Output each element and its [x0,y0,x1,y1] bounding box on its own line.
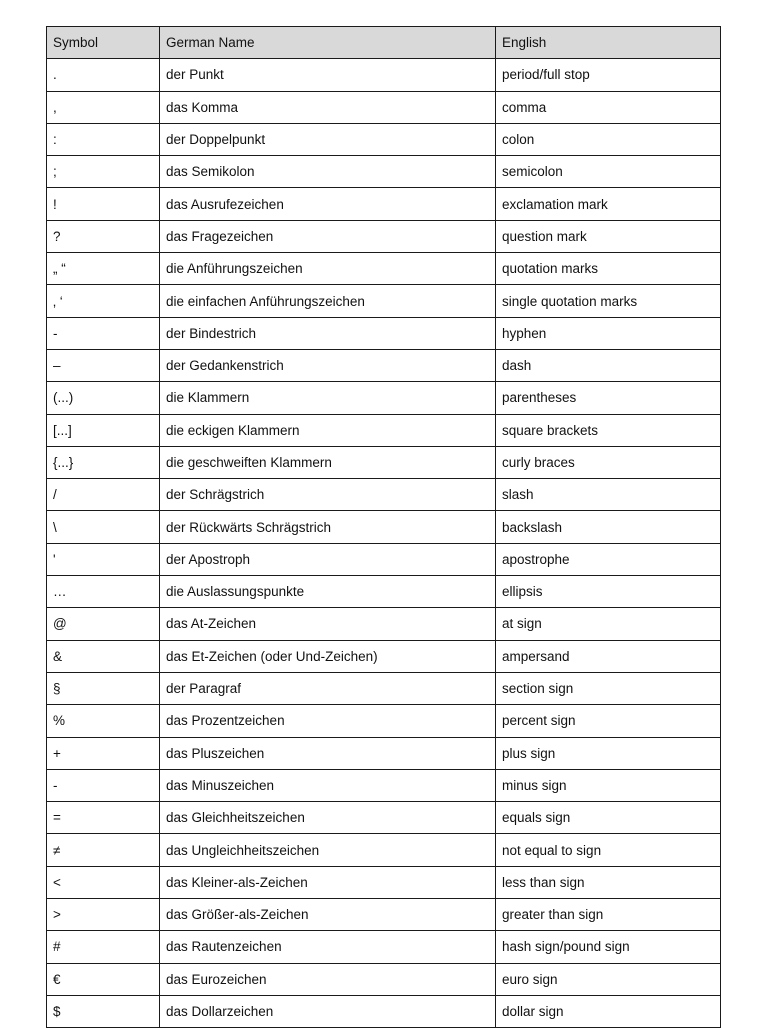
cell-german-name: das Eurozeichen [160,963,496,995]
cell-symbol: \ [47,511,160,543]
cell-german-name: das Semikolon [160,156,496,188]
cell-symbol: … [47,576,160,608]
table-row [47,737,721,769]
cell-german-name: das Größer-als-Zeichen [160,899,496,931]
cell-symbol: : [47,123,160,155]
cell-english: dollar sign [496,995,721,1027]
cell-english: curly braces [496,446,721,478]
cell-english: comma [496,91,721,123]
cell-german-name: das Kleiner-als-Zeichen [160,866,496,898]
cell-english: apostrophe [496,543,721,575]
cell-english: plus sign [496,737,721,769]
cell-english: hyphen [496,317,721,349]
cell-symbol: (...) [47,382,160,414]
cell-symbol: , [47,91,160,123]
cell-german-name: der Bindestrich [160,317,496,349]
table-row [47,769,721,801]
cell-german-name: der Punkt [160,59,496,91]
cell-english: backslash [496,511,721,543]
cell-english: colon [496,123,721,155]
cell-english: equals sign [496,802,721,834]
table-row [47,220,721,252]
table-row [47,479,721,511]
cell-symbol: € [47,963,160,995]
cell-german-name: das Rautenzeichen [160,931,496,963]
cell-symbol: § [47,672,160,704]
cell-symbol: - [47,769,160,801]
cell-english: semicolon [496,156,721,188]
cell-english: less than sign [496,866,721,898]
cell-symbol: % [47,705,160,737]
table-row [47,349,721,381]
table-row [47,672,721,704]
document-page [46,26,720,1028]
cell-symbol: @ [47,608,160,640]
cell-german-name: die einfachen Anführungszeichen [160,285,496,317]
cell-english: exclamation mark [496,188,721,220]
cell-symbol: $ [47,995,160,1027]
cell-german-name: die Klammern [160,382,496,414]
table-row [47,446,721,478]
cell-german-name: der Schrägstrich [160,479,496,511]
cell-german-name: die Auslassungspunkte [160,576,496,608]
cell-german-name: der Paragraf [160,672,496,704]
punctuation-table [46,26,721,1028]
table-row [47,511,721,543]
cell-symbol: # [47,931,160,963]
table-body [47,59,721,1028]
cell-german-name: das Minuszeichen [160,769,496,801]
table-row [47,866,721,898]
table-row [47,995,721,1027]
cell-symbol: . [47,59,160,91]
table-row [47,608,721,640]
cell-symbol: ≠ [47,834,160,866]
cell-german-name: das Komma [160,91,496,123]
cell-english: euro sign [496,963,721,995]
cell-german-name: die Anführungszeichen [160,253,496,285]
cell-symbol: = [47,802,160,834]
cell-symbol: < [47,866,160,898]
cell-symbol: / [47,479,160,511]
cell-symbol: ' [47,543,160,575]
table-row [47,123,721,155]
table-row [47,899,721,931]
table-row [47,931,721,963]
table-row [47,382,721,414]
cell-english: question mark [496,220,721,252]
header-english: English [496,27,721,59]
cell-english: greater than sign [496,899,721,931]
table-row [47,91,721,123]
cell-german-name: das Ungleichheitszeichen [160,834,496,866]
cell-english: minus sign [496,769,721,801]
cell-symbol: {...} [47,446,160,478]
cell-german-name: das Gleichheitszeichen [160,802,496,834]
table-row [47,59,721,91]
header-symbol: Symbol [47,27,160,59]
cell-english: single quotation marks [496,285,721,317]
cell-german-name: die geschweiften Klammern [160,446,496,478]
cell-german-name: die eckigen Klammern [160,414,496,446]
cell-english: dash [496,349,721,381]
cell-german-name: das Dollarzeichen [160,995,496,1027]
cell-english: at sign [496,608,721,640]
cell-english: not equal to sign [496,834,721,866]
cell-symbol: „ “ [47,253,160,285]
cell-english: percent sign [496,705,721,737]
cell-symbol: – [47,349,160,381]
cell-english: hash sign/pound sign [496,931,721,963]
cell-german-name: der Gedankenstrich [160,349,496,381]
cell-english: square brackets [496,414,721,446]
cell-german-name: das Pluszeichen [160,737,496,769]
table-row [47,576,721,608]
cell-english: parentheses [496,382,721,414]
cell-symbol: ‚ ‘ [47,285,160,317]
cell-german-name: das Ausrufezeichen [160,188,496,220]
table-row [47,317,721,349]
table-row [47,963,721,995]
cell-symbol: ; [47,156,160,188]
table-row [47,705,721,737]
header-german-name: German Name [160,27,496,59]
table-row [47,640,721,672]
cell-symbol: [...] [47,414,160,446]
table-row [47,834,721,866]
cell-english: slash [496,479,721,511]
table-row [47,156,721,188]
cell-german-name: der Apostroph [160,543,496,575]
cell-german-name: der Rückwärts Schrägstrich [160,511,496,543]
header-row [47,27,721,59]
cell-german-name: das At-Zeichen [160,608,496,640]
table-row [47,188,721,220]
table-header [47,27,721,59]
table-row [47,414,721,446]
cell-german-name: das Et-Zeichen (oder Und-Zeichen) [160,640,496,672]
cell-english: ampersand [496,640,721,672]
cell-english: ellipsis [496,576,721,608]
cell-symbol: + [47,737,160,769]
cell-symbol: & [47,640,160,672]
cell-english: period/full stop [496,59,721,91]
cell-symbol: - [47,317,160,349]
cell-symbol: ! [47,188,160,220]
cell-german-name: der Doppelpunkt [160,123,496,155]
table-row [47,802,721,834]
cell-german-name: das Fragezeichen [160,220,496,252]
table-row [47,543,721,575]
table-row [47,285,721,317]
cell-symbol: ? [47,220,160,252]
cell-english: section sign [496,672,721,704]
table-row [47,253,721,285]
cell-symbol: > [47,899,160,931]
cell-german-name: das Prozentzeichen [160,705,496,737]
cell-english: quotation marks [496,253,721,285]
